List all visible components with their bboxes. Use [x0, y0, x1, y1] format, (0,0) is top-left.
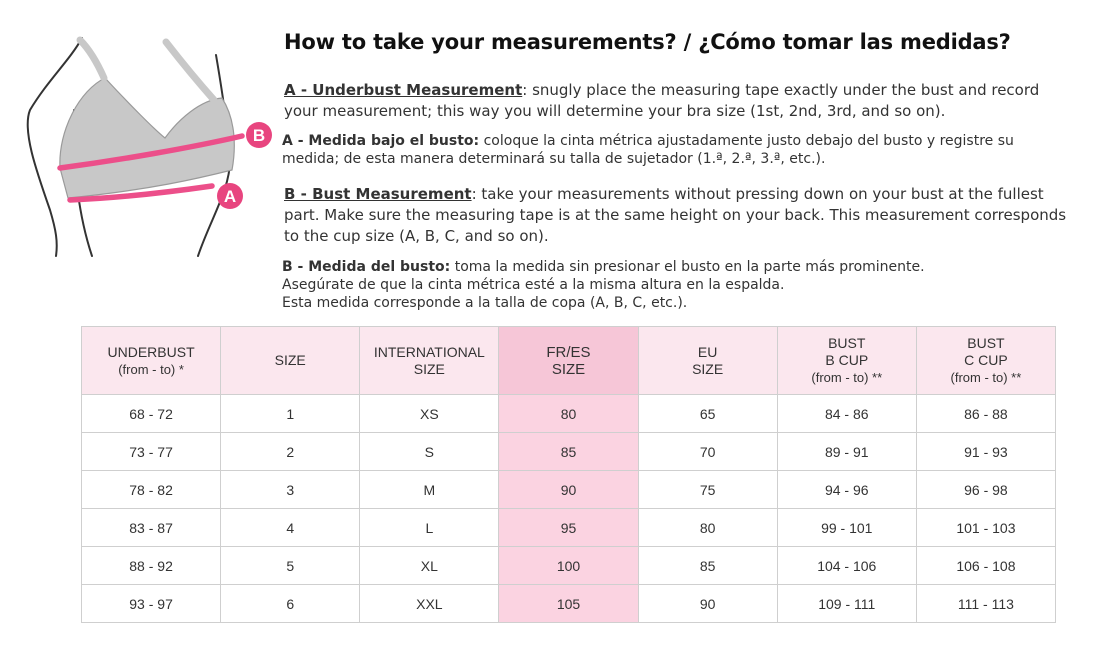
size-chart-header — [82, 327, 1056, 395]
cell-international-size: M — [360, 471, 499, 509]
bra-strap-right — [166, 42, 214, 100]
bra-strap-left — [80, 40, 104, 78]
cell-bust-c-cup: 96 - 98 — [916, 471, 1055, 509]
cell-eu-size: 70 — [638, 433, 777, 471]
underbust-heading-es: A - Medida bajo el busto: — [282, 133, 480, 149]
page-title: How to take your measurements? / ¿Cómo tomar las medidas? — [284, 30, 1011, 54]
cell-fr-es-size: 100 — [499, 547, 638, 585]
cell-international-size: L — [360, 509, 499, 547]
size-chart-table — [81, 326, 1056, 623]
cell-size: 1 — [221, 395, 360, 433]
underbust-instructions-es — [282, 132, 1072, 168]
bust-instructions-en — [284, 184, 1074, 247]
cell-underbust: 68 - 72 — [82, 395, 221, 433]
cell-bust-c-cup: 101 - 103 — [916, 509, 1055, 547]
label-a: A — [223, 187, 237, 206]
header-row — [82, 327, 1056, 395]
col-header-eu-size: EU SIZE — [638, 327, 777, 395]
col-header-bust-c-cup: BUST C CUP (from - to) ** — [916, 327, 1055, 395]
cell-eu-size: 85 — [638, 547, 777, 585]
bust-text-en: : take your measurements without pressing down on your bust at the fullest part. Make sure the measuring tape is at the same height on your back. This measurement corresponds to the cup size (A, B, C, and so on). — [284, 185, 1067, 245]
col-header-underbust: UNDERBUST (from - to) * — [82, 327, 221, 395]
cell-bust-c-cup: 91 - 93 — [916, 433, 1055, 471]
label-b: B — [252, 126, 266, 145]
underbust-text-en: : snugly place the measuring tape exactly under the bust and record your measurement; this way you will determine your bra size (1st, 2nd, 3rd, and so on). — [284, 81, 1040, 120]
table-row — [82, 471, 1056, 509]
cell-fr-es-size: 85 — [499, 433, 638, 471]
cell-bust-b-cup: 99 - 101 — [777, 509, 916, 547]
cell-international-size: S — [360, 433, 499, 471]
underbust-text-es: coloque la cinta métrica ajustadamente justo debajo del busto y registre su medida; de esta manera determinará su talla de sujetador (1.ª, 2.ª, 3.ª, etc.). — [282, 133, 1014, 167]
underbust-instructions-en — [284, 80, 1074, 122]
table-row — [82, 585, 1056, 623]
table-row — [82, 395, 1056, 433]
cell-eu-size: 80 — [638, 509, 777, 547]
col-header-international-size: INTERNATIONAL SIZE — [360, 327, 499, 395]
table-row — [82, 509, 1056, 547]
bust-text-es-3: Esta medida corresponde a la talla de copa (A, B, C, etc.). — [282, 295, 688, 311]
cell-bust-b-cup: 84 - 86 — [777, 395, 916, 433]
cell-bust-b-cup: 94 - 96 — [777, 471, 916, 509]
cell-fr-es-size: 105 — [499, 585, 638, 623]
size-chart-body — [82, 395, 1056, 623]
bust-text-es-1: toma la medida sin presionar el busto en la parte más prominente. — [450, 259, 925, 275]
cell-underbust: 93 - 97 — [82, 585, 221, 623]
cell-underbust: 83 - 87 — [82, 509, 221, 547]
bust-heading-es: B - Medida del busto: — [282, 259, 451, 275]
cell-international-size: XXL — [360, 585, 499, 623]
underbust-heading-en: A - Underbust Measurement — [284, 81, 523, 99]
bust-instructions-es — [282, 258, 1072, 312]
cell-bust-b-cup: 109 - 111 — [777, 585, 916, 623]
bust-text-es-2: Asegúrate de que la cinta métrica esté a la misma altura en la espalda. — [282, 277, 785, 293]
cell-underbust: 73 - 77 — [82, 433, 221, 471]
cell-size: 4 — [221, 509, 360, 547]
cell-bust-c-cup: 106 - 108 — [916, 547, 1055, 585]
col-header-size: SIZE — [221, 327, 360, 395]
col-header-fr-es-size: FR/ES SIZE — [499, 327, 638, 395]
cell-bust-b-cup: 104 - 106 — [777, 547, 916, 585]
table-row — [82, 547, 1056, 585]
col-header-bust-b-cup: BUST B CUP (from - to) ** — [777, 327, 916, 395]
cell-bust-c-cup: 86 - 88 — [916, 395, 1055, 433]
cell-size: 6 — [221, 585, 360, 623]
table-row — [82, 433, 1056, 471]
cell-fr-es-size: 80 — [499, 395, 638, 433]
cell-fr-es-size: 95 — [499, 509, 638, 547]
cell-bust-c-cup: 111 - 113 — [916, 585, 1055, 623]
cell-international-size: XS — [360, 395, 499, 433]
cell-size: 3 — [221, 471, 360, 509]
cell-underbust: 78 - 82 — [82, 471, 221, 509]
cell-eu-size: 75 — [638, 471, 777, 509]
cell-fr-es-size: 90 — [499, 471, 638, 509]
cell-size: 2 — [221, 433, 360, 471]
cell-bust-b-cup: 89 - 91 — [777, 433, 916, 471]
cell-underbust: 88 - 92 — [82, 547, 221, 585]
cell-eu-size: 90 — [638, 585, 777, 623]
cell-size: 5 — [221, 547, 360, 585]
bust-heading-en: B - Bust Measurement — [284, 185, 472, 203]
bra-measurement-illustration — [0, 20, 280, 260]
cell-international-size: XL — [360, 547, 499, 585]
cell-eu-size: 65 — [638, 395, 777, 433]
